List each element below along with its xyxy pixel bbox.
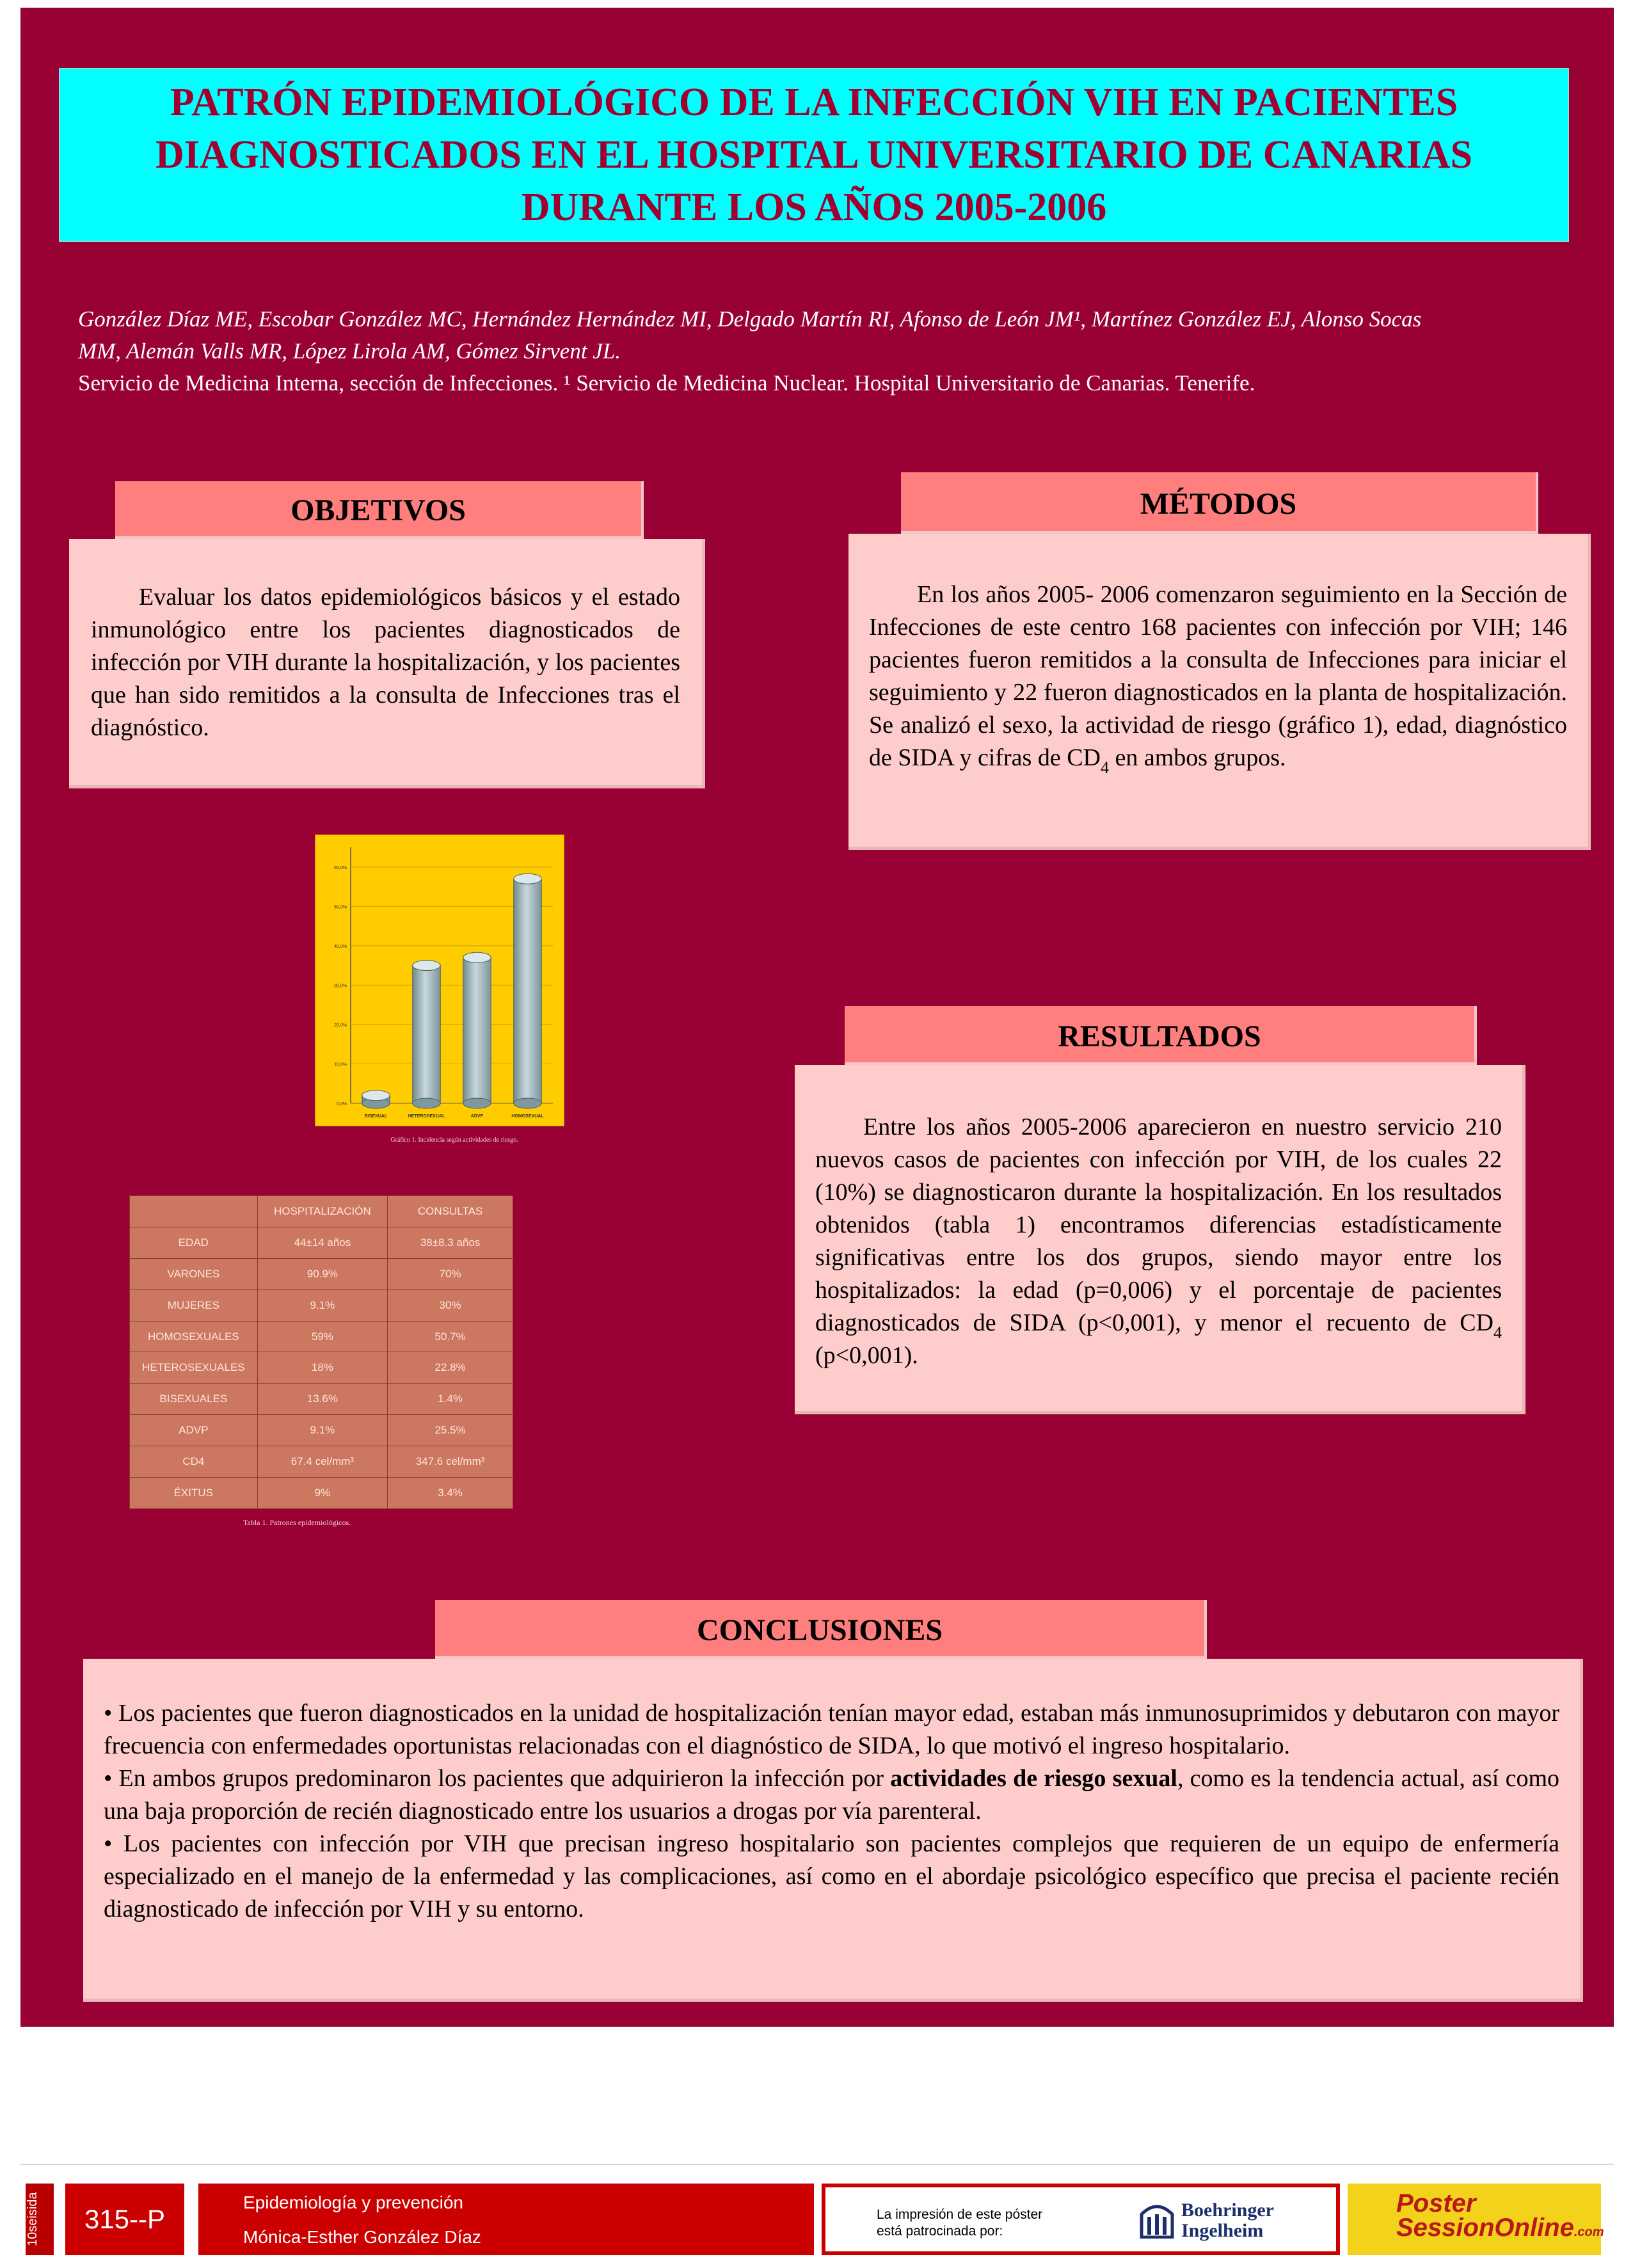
bar-heterosexual [413,966,440,1103]
bar-top [413,961,440,971]
y-tick-label: 10,0% [334,1062,347,1067]
table-cell: HOMOSEXUALES [130,1321,258,1352]
bar-base [463,1098,491,1108]
objetivos-text: Evaluar los datos epidemiológicos básicos y el estado inmunológico entre los pacientes diagnosticados de infección por VIH durante la hospitalización, y los pacientes que han sido remitidos a la consulta de Infecciones tras el diagnóstico. [91,584,680,741]
bar-top [514,874,541,884]
table-cell: CD4 [130,1446,258,1478]
x-tick-label: HOMOSEXUAL [511,1114,544,1119]
x-tick-label: ADVP [470,1114,484,1119]
conclusion-3: • Los pacientes con infección por VIH que precisan ingreso hospitalario son pacientes complejos que requieren de un equipo de enfermería especializado en el manejo de la enfermedad y las complicaciones, así como en el abordaje psicológico específico que precisa el paciente recién diagnosticado de infección por VIH y su entorno. [104,1830,1559,1922]
table-cell: VARONES [130,1258,258,1290]
sponsor-panel [822,2184,1340,2255]
table-row [130,1415,513,1446]
objetivos-box [69,539,705,788]
table-caption: Tabla 1. Patrones epidemiológicos. [243,1518,351,1527]
x-tick-label: HETEROSEXUAL [408,1114,445,1119]
table-cell: 1.4% [388,1384,513,1415]
author-names-line-1: González Díaz ME, Escobar González MC, Hernández Hernández MI, Delgado Martín RI, Afonso de León JM¹, Martínez González EJ, Alonso Socas [78,307,1422,331]
bar-top [362,1090,390,1101]
table-cell: EDAD [130,1227,258,1258]
boehringer-logo: Boehringer Ingelheim [1139,2199,1331,2244]
table-row [130,1290,513,1321]
affiliation: Servicio de Medicina Interna, sección de Infecciones. ¹ Servicio de Medicina Nuclear. Hospital Universitario de Canarias. Tenerife. [78,371,1255,395]
conclusion-1: • Los pacientes que fueron diagnosticados en la unidad de hospitalización tenían mayor edad, estaban más inmunosuprimidos y debutaron con mayor frecuencia con enfermedades oportunistas relacionadas con el diagnóstico de SIDA, lo que motivó el ingreso hospitalario. [104,1700,1559,1759]
y-tick-label: 50,0% [334,905,347,910]
conclusion-2: • En ambos grupos predominaron los pacientes que adquirieron la infección por actividades de riesgo sexual, como es la tendencia actual, así como una baja proporción de recién diagnosticado entre los usuarios a drogas por vía parenteral. [104,1765,1559,1825]
y-tick-label: 20,0% [334,1023,347,1028]
table-row [130,1478,513,1509]
y-tick-label: 0,0% [337,1102,347,1106]
footer-author: Mónica-Esther González Díaz [243,2227,481,2247]
table-cell: 9% [257,1478,387,1509]
table-row [130,1227,513,1258]
title-line-1: PATRÓN EPIDEMIOLÓGICO DE LA INFECCIÓN VIH EN PACIENTES [170,81,1458,124]
authors-block [78,303,1550,399]
table-row [130,1446,513,1478]
resultados-text: Entre los años 2005-2006 aparecieron en nuestro servicio 210 nuevos casos de pacientes con infección por VIH, de los cuales 22 (10%) se diagnosticaron durante la hospitalización. En los resultados obtenidos (tabla 1) encontramos diferencias estadísticamente significativas entre los dos grupos, siendo mayor entre los hospitalizados: la edad (p=0,006) y el porcentaje de pacientes diagnosticados de SIDA (p<0,001), y menor el recuento de $CD_4$ (p<0,001). [815,1114,1502,1369]
title-line-2: DIAGNOSTICADOS EN EL HOSPITAL UNIVERSITARIO DE CANARIAS [155,133,1472,177]
footer-divider [20,2164,1614,2165]
table-cell: 25.5% [388,1415,513,1446]
metodos-header: MÉTODOS [901,472,1538,534]
table-cell: ADVP [130,1415,258,1446]
table-cell: 67.4 cel/mm³ [257,1446,387,1478]
table-cell: 347.6 cel/mm³ [388,1446,513,1478]
table-cell: 9.1% [257,1290,387,1321]
author-names-line-2: MM, Alemán Valls MR, López Lirola AM, Gómez Sirvent JL. [78,339,621,363]
table-cell: 59% [257,1321,387,1352]
table-cell: 9.1% [257,1415,387,1446]
table-row [130,1384,513,1415]
x-tick-label: BISEXUAL [364,1114,388,1119]
poster-number: 315--P [65,2184,184,2255]
risk-activity-bar-chart [315,835,564,1126]
table-cell: ÉXITUS [130,1478,258,1509]
table-cell: 90.9% [257,1258,387,1290]
bar-homosexual [514,879,541,1103]
chart-caption: Gráfico 1. Incidencia según actividades de riesgo. [390,1137,518,1144]
table-cell: MUJERES [130,1290,258,1321]
table-cell: HETEROSEXUALES [130,1352,258,1384]
table-header-cell: CONSULTAS [388,1196,513,1227]
table-header-cell: HOSPITALIZACIÓN [257,1196,387,1227]
y-tick-label: 60,0% [334,865,347,870]
title-line-3: DURANTE LOS AÑOS 2005-2006 [521,186,1107,229]
postersessiononline-logo: Poster SessionOnline.com [1348,2184,1601,2255]
footer-category: Epidemiología y prevención [243,2192,463,2212]
table-header-row [130,1196,513,1227]
sponsor-text: La impresión de este póster está patrocinada por: [877,2207,1043,2239]
table-cell: 70% [388,1258,513,1290]
table-header-cell [130,1196,258,1227]
conclusiones-box [83,1659,1583,2002]
boehringer-building-icon [1139,2199,1175,2239]
metodos-text: En los años 2005- 2006 comenzaron seguimiento en la Sección de Infecciones de este centro 168 pacientes con infección por VIH; 146 pacientes fueron remitidos a la consulta de Infecciones para iniciar el seguimiento y 22 fueron diagnosticados en la planta de hospitalización. Se analizó el sexo, la actividad de riesgo (gráfico 1), edad, diagnóstico de SIDA y cifras de $CD_4$ en ambos grupos. [869,581,1567,777]
table-cell: 38±8.3 años [388,1227,513,1258]
conclusiones-header: CONCLUSIONES [435,1600,1207,1659]
table-cell: 22.8% [388,1352,513,1384]
bar-top [463,952,491,962]
table-row [130,1321,513,1352]
footer-side-label: 10seisida [26,2184,54,2255]
bar-base [413,1098,440,1108]
footer-info [198,2184,814,2255]
y-tick-label: 40,0% [334,944,347,949]
resultados-box [795,1065,1525,1414]
table-cell: 3.4% [388,1478,513,1509]
table-row [130,1352,513,1384]
table-cell: 30% [388,1290,513,1321]
table-cell: 18% [257,1352,387,1384]
objetivos-header: OBJETIVOS [115,481,644,539]
bar-base [514,1098,541,1108]
table-cell: 13.6% [257,1384,387,1415]
y-tick-label: 30,0% [334,984,347,989]
table-cell: 50.7% [388,1321,513,1352]
poster-title [59,68,1569,242]
metodos-box [848,534,1591,850]
resultados-header: RESULTADOS [845,1006,1477,1065]
table-row [130,1258,513,1290]
epidemiology-table [129,1195,513,1509]
bar-advp [463,957,491,1103]
table-cell: 44±14 años [257,1227,387,1258]
table-cell: BISEXUALES [130,1384,258,1415]
